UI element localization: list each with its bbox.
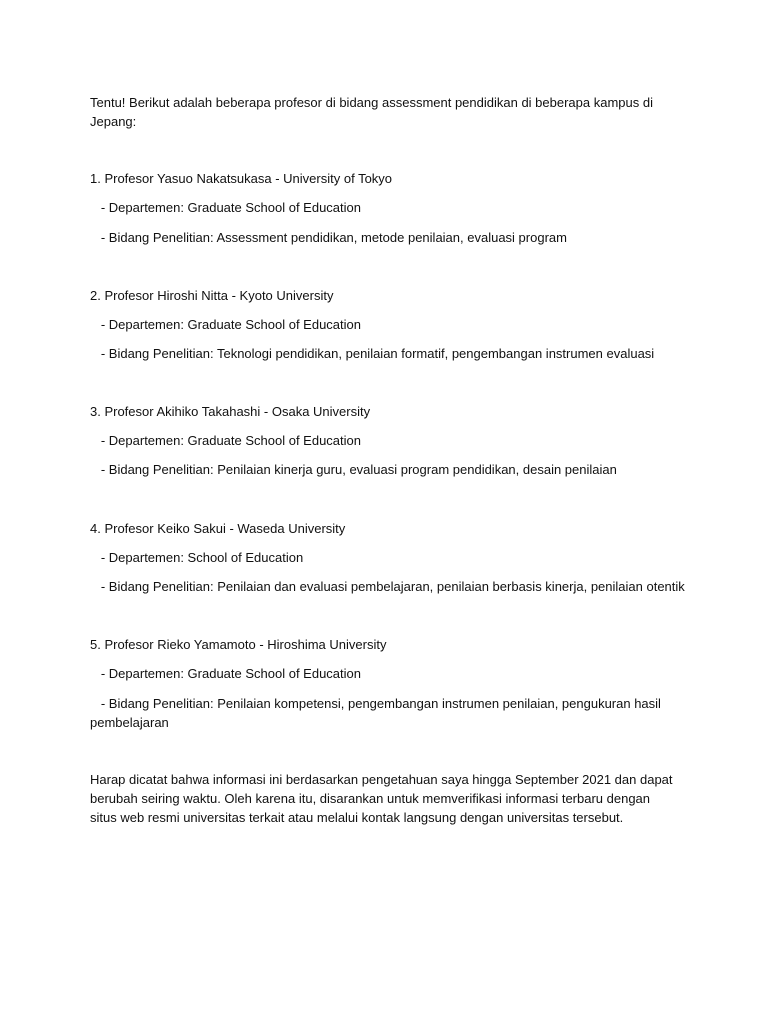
professor-5-title: 5. Profesor Rieko Yamamoto - Hiroshima University bbox=[90, 637, 387, 652]
professor-4-research: - Bidang Penelitian: Penilaian dan evaluasi pembelajaran, penilaian berbasis kinerja, penilaian otentik bbox=[90, 579, 685, 594]
intro-paragraph: Tentu! Berikut adalah beberapa profesor di bidang assessment pendidikan di beberapa kampus di Jepang: bbox=[90, 95, 657, 129]
professor-5-department: - Departemen: Graduate School of Education bbox=[90, 666, 361, 681]
professor-2-department: - Departemen: Graduate School of Education bbox=[90, 317, 361, 332]
professor-1-title: 1. Profesor Yasuo Nakatsukasa - University of Tokyo bbox=[90, 171, 393, 186]
professor-1-department: - Departemen: Graduate School of Education bbox=[90, 200, 361, 215]
professor-2-research: - Bidang Penelitian: Teknologi pendidikan, penilaian formatif, pengembangan instrumen evaluasi bbox=[90, 346, 655, 361]
professor-3-department: - Departemen: Graduate School of Education bbox=[90, 433, 361, 448]
disclaimer-paragraph: Harap dicatat bahwa informasi ini berdasarkan pengetahuan saya hingga September 2021 dan dapat berubah seiring waktu. Oleh karena itu, disarankan untuk memverifikasi informasi terbaru dengan situs web resmi universitas terkait atau melalui kontak langsung dengan universitas tersebut. bbox=[90, 772, 677, 825]
professor-2-title: 2. Profesor Hiroshi Nitta - Kyoto University bbox=[90, 288, 334, 303]
professor-1-research: - Bidang Penelitian: Assessment pendidikan, metode penilaian, evaluasi program bbox=[90, 230, 567, 245]
professor-3-title: 3. Profesor Akihiko Takahashi - Osaka University bbox=[90, 404, 371, 419]
professor-4-title: 4. Profesor Keiko Sakui - Waseda University bbox=[90, 521, 346, 536]
professor-4-department: - Departemen: School of Education bbox=[90, 550, 304, 565]
professor-3-research: - Bidang Penelitian: Penilaian kinerja guru, evaluasi program pendidikan, desain penilaian bbox=[90, 462, 617, 477]
professor-5-research: - Bidang Penelitian: Penilaian kompetensi, pengembangan instrumen penilaian, pengukuran hasil pembelajaran bbox=[90, 696, 665, 730]
